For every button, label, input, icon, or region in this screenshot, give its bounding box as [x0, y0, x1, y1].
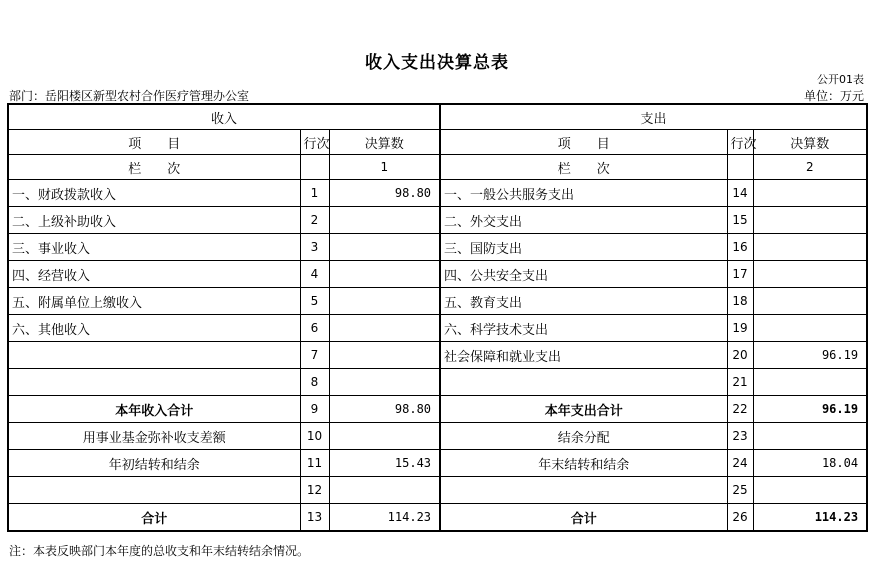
income-item: 本年收入合计: [8, 396, 300, 423]
income-line-no: 4: [300, 261, 329, 288]
expense-line-no: 17: [727, 261, 753, 288]
expense-amount-header: 决算数: [753, 130, 867, 155]
income-amount: [329, 261, 440, 288]
department-label: 部门：岳阳楼区新型农村合作医疗管理办公室: [9, 89, 250, 103]
income-line-no: 8: [300, 369, 329, 396]
expense-item: 五、教育支出: [440, 288, 727, 315]
expense-amount: 18.04: [753, 450, 867, 477]
income-line-no: 3: [300, 234, 329, 261]
income-amount: [329, 207, 440, 234]
expense-column-line: [727, 155, 753, 180]
table-row: [8, 342, 867, 369]
expense-amount: [753, 288, 867, 315]
column-header-row: [8, 130, 867, 155]
expense-line-no: 15: [727, 207, 753, 234]
income-item: 四、经营收入: [8, 261, 300, 288]
expense-amount: [753, 423, 867, 450]
income-line-no: 13: [300, 504, 329, 532]
footnote: 注：本表反映部门本年度的总收支和年末结转结余情况。: [9, 544, 310, 558]
expense-line-no: 14: [727, 180, 753, 207]
expense-item: 四、公共安全支出: [440, 261, 727, 288]
income-header: 收入: [8, 104, 440, 130]
income-item: [8, 342, 300, 369]
expense-line-no: 19: [727, 315, 753, 342]
expense-amount: [753, 477, 867, 504]
income-item: 用事业基金弥补收支差额: [8, 423, 300, 450]
table-row: [8, 234, 867, 261]
expense-column-index: 2: [753, 155, 867, 180]
income-column-label: 栏 次: [8, 155, 300, 180]
income-item: 六、其他收入: [8, 315, 300, 342]
income-line-no: 9: [300, 396, 329, 423]
income-item: [8, 369, 300, 396]
table-row: [8, 315, 867, 342]
income-line-no: 7: [300, 342, 329, 369]
expense-amount: [753, 234, 867, 261]
income-item: 三、事业收入: [8, 234, 300, 261]
expense-item: 一、一般公共服务支出: [440, 180, 727, 207]
income-amount: [329, 315, 440, 342]
income-amount: 114.23: [329, 504, 440, 532]
income-column-index: 1: [329, 155, 440, 180]
income-amount: 98.80: [329, 396, 440, 423]
column-index-row: [8, 155, 867, 180]
expense-line-no: 24: [727, 450, 753, 477]
income-item: 年初结转和结余: [8, 450, 300, 477]
income-item: 一、财政拨款收入: [8, 180, 300, 207]
income-amount: [329, 477, 440, 504]
total-row: [8, 504, 867, 532]
expense-item: 结余分配: [440, 423, 727, 450]
expense-item-header: 项 目: [440, 130, 727, 155]
expense-line-header: 行次: [727, 130, 753, 155]
subtotal-row: [8, 396, 867, 423]
expense-line-no: 18: [727, 288, 753, 315]
expense-line-no: 16: [727, 234, 753, 261]
income-line-no: 11: [300, 450, 329, 477]
expense-item: 合计: [440, 504, 727, 532]
income-item: 五、附属单位上缴收入: [8, 288, 300, 315]
table-row: [8, 288, 867, 315]
income-amount: 15.43: [329, 450, 440, 477]
income-item: [8, 477, 300, 504]
income-line-no: 5: [300, 288, 329, 315]
expense-amount: [753, 180, 867, 207]
expense-header: 支出: [440, 104, 867, 130]
table-row: [8, 261, 867, 288]
table-row: [8, 369, 867, 396]
expense-amount: [753, 207, 867, 234]
expense-amount: 96.19: [753, 396, 867, 423]
expense-amount: [753, 315, 867, 342]
expense-line-no: 23: [727, 423, 753, 450]
expense-item: 六、科学技术支出: [440, 315, 727, 342]
income-line-no: 6: [300, 315, 329, 342]
table-row: [8, 207, 867, 234]
expense-line-no: 21: [727, 369, 753, 396]
expense-item: 年末结转和结余: [440, 450, 727, 477]
income-amount: [329, 234, 440, 261]
expense-item: 本年支出合计: [440, 396, 727, 423]
section-header-row: [8, 104, 867, 130]
expense-amount: [753, 261, 867, 288]
income-line-no: 1: [300, 180, 329, 207]
income-amount: [329, 369, 440, 396]
income-amount: [329, 342, 440, 369]
expense-amount: 114.23: [753, 504, 867, 532]
income-column-line: [300, 155, 329, 180]
income-item: 二、上级补助收入: [8, 207, 300, 234]
summary-table: [7, 103, 868, 532]
expense-item: 社会保障和就业支出: [440, 342, 727, 369]
income-line-no: 10: [300, 423, 329, 450]
income-item: 合计: [8, 504, 300, 532]
income-amount: 98.80: [329, 180, 440, 207]
form-code: 公开01表: [817, 73, 864, 86]
expense-item: [440, 477, 727, 504]
unit-label: 单位：万元: [803, 89, 864, 103]
expense-line-no: 22: [727, 396, 753, 423]
expense-line-no: 26: [727, 504, 753, 532]
table-row: [8, 477, 867, 504]
page-title: 收入支出决算总表: [365, 53, 509, 73]
income-amount-header: 决算数: [329, 130, 440, 155]
expense-item: [440, 369, 727, 396]
income-item-header: 项 目: [8, 130, 300, 155]
table-row: [8, 423, 867, 450]
income-line-no: 12: [300, 477, 329, 504]
expense-column-label: 栏 次: [440, 155, 727, 180]
expense-item: 三、国防支出: [440, 234, 727, 261]
expense-amount: [753, 369, 867, 396]
table-row: [8, 450, 867, 477]
income-line-no: 2: [300, 207, 329, 234]
expense-line-no: 25: [727, 477, 753, 504]
income-amount: [329, 288, 440, 315]
table-row: [8, 180, 867, 207]
income-line-header: 行次: [300, 130, 329, 155]
expense-amount: 96.19: [753, 342, 867, 369]
expense-item: 二、外交支出: [440, 207, 727, 234]
expense-line-no: 20: [727, 342, 753, 369]
income-amount: [329, 423, 440, 450]
